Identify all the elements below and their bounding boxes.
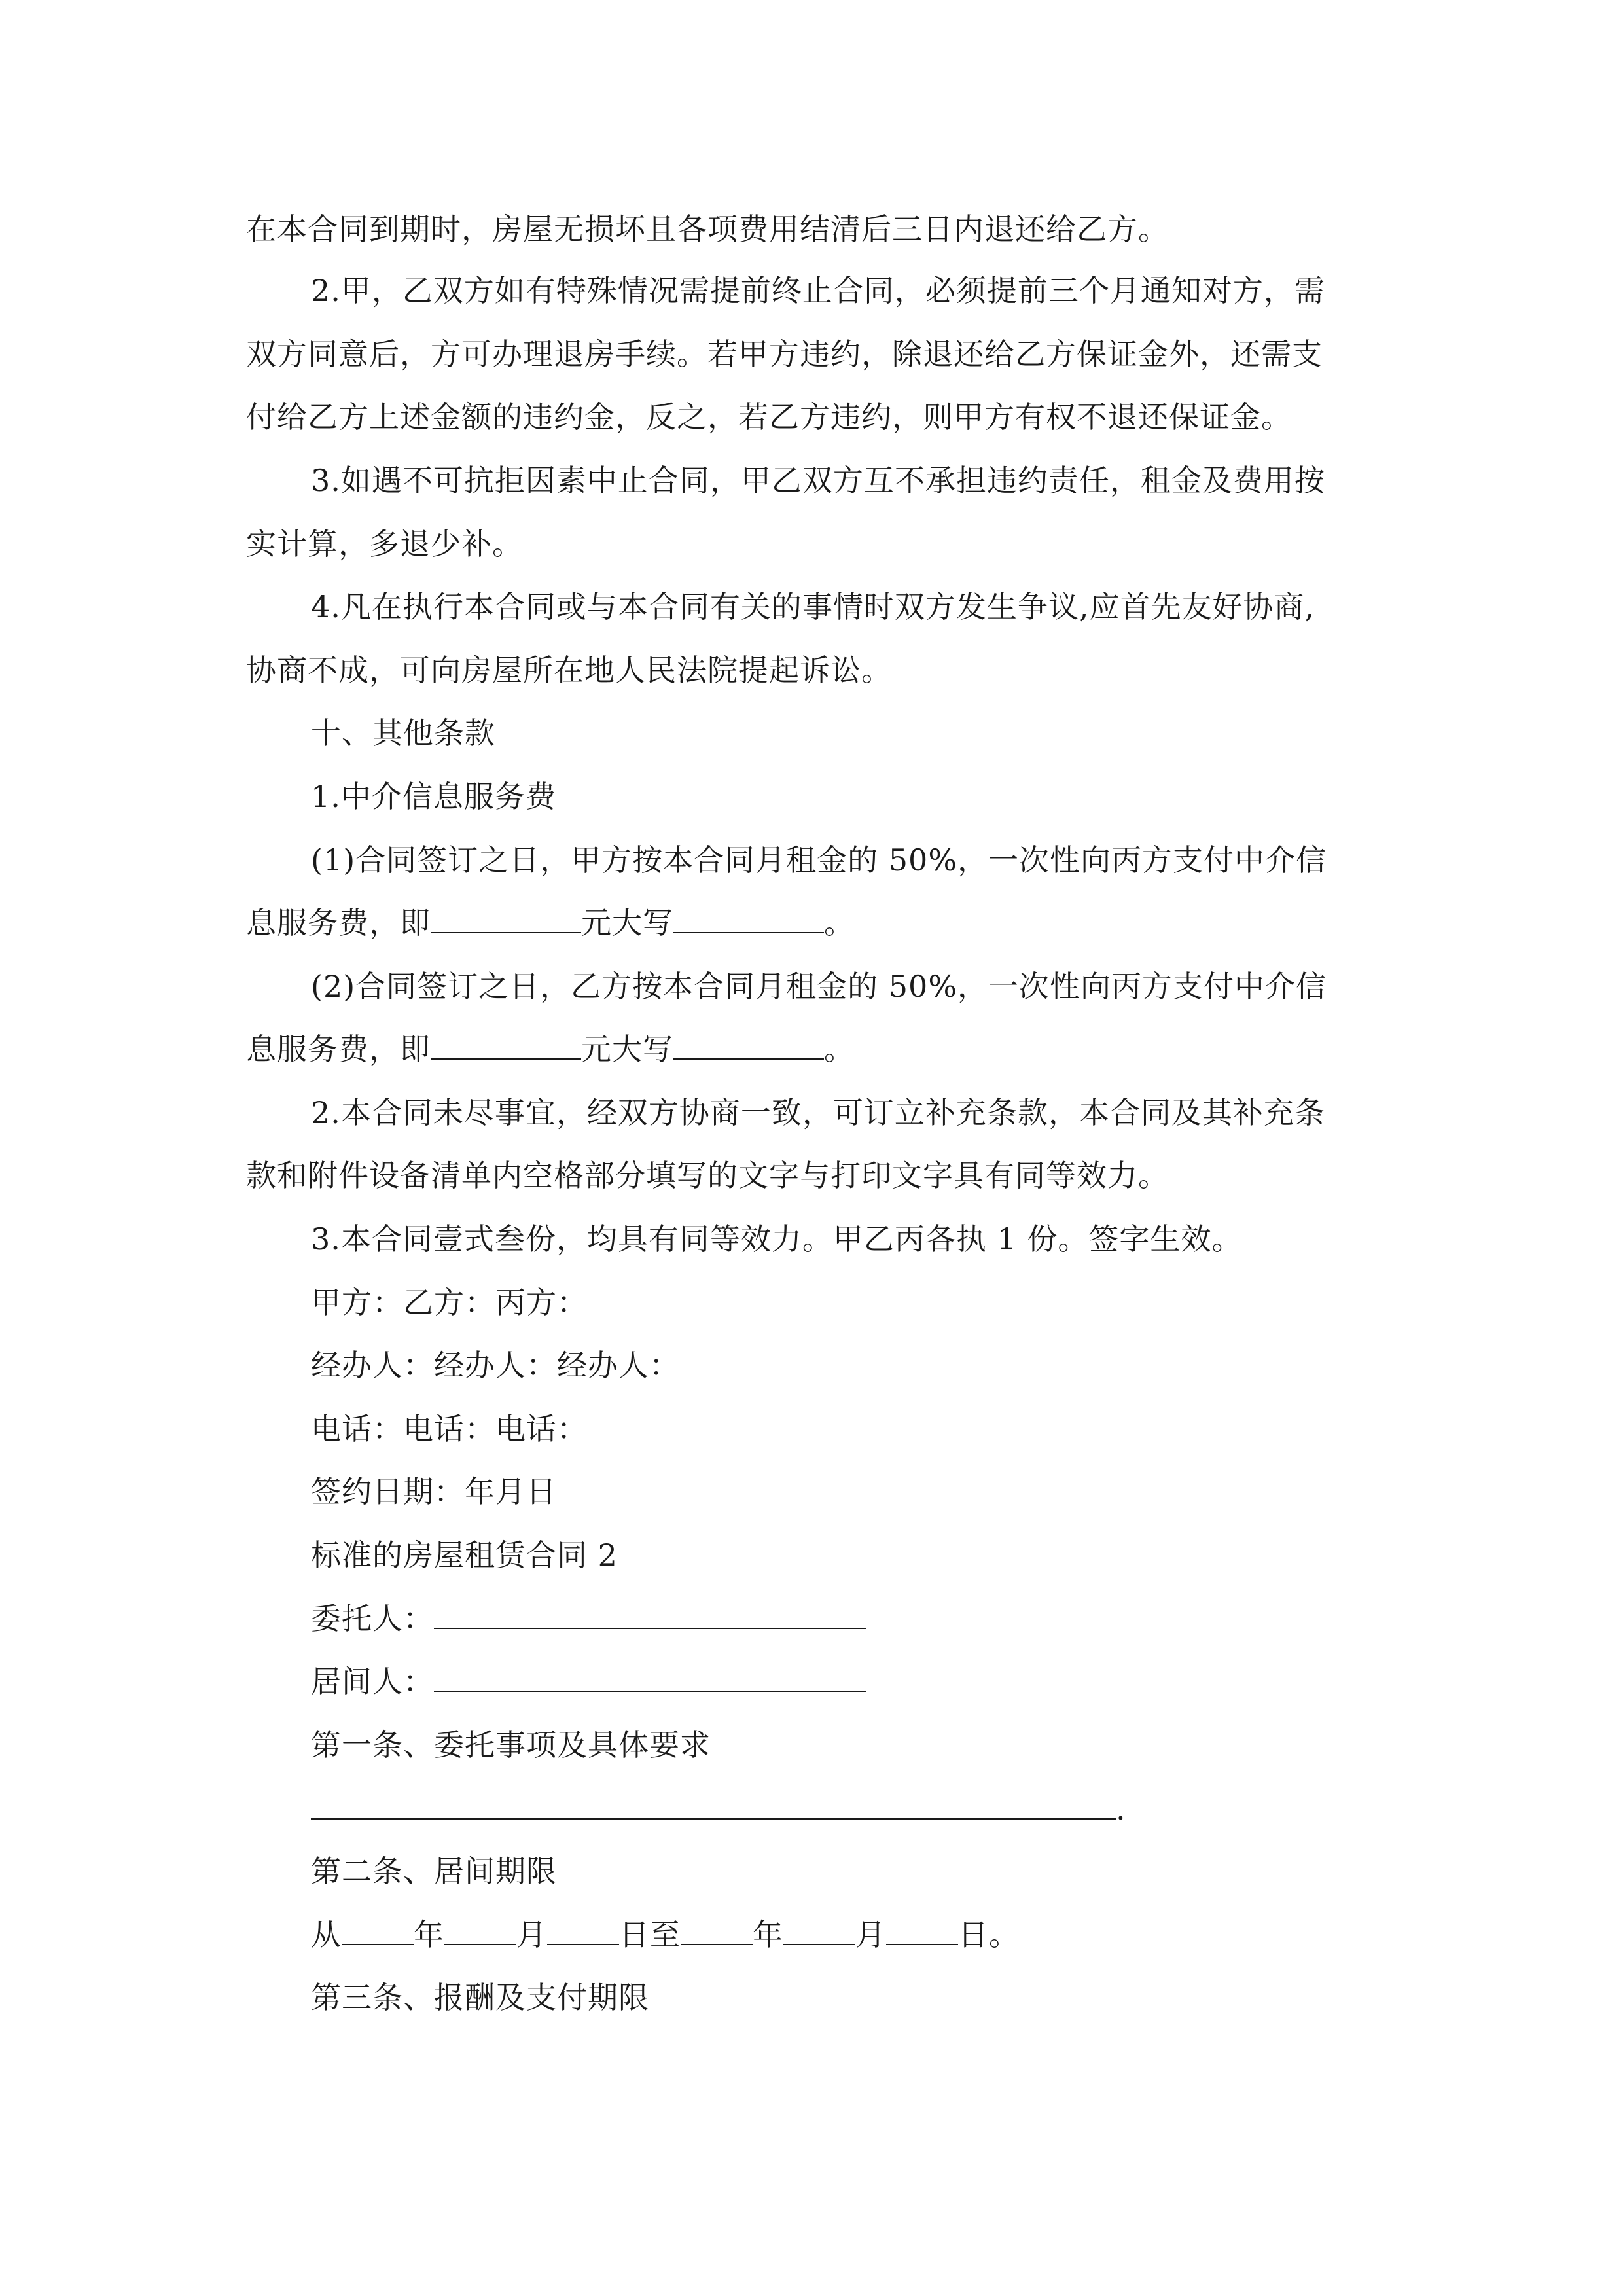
amount-in-words-blank[interactable] xyxy=(673,1030,824,1060)
contract-2-title: 标准的房屋租赁合同 2 xyxy=(311,1537,618,1573)
agency-fee-party-a-line1: (1)合同签订之日，甲方按本合同月租金的 50%，一次性向丙方支付中介信 xyxy=(311,842,1327,878)
clause-dispute-line1: 4.凡在执行本合同或与本合同有关的事情时双方发生争议,应首先友好协商, xyxy=(311,589,1315,624)
day-to-label: 日至 xyxy=(619,1917,681,1952)
start-month-blank[interactable] xyxy=(444,1915,516,1945)
fee-text-mid: 元大写 xyxy=(581,905,673,941)
article-2-heading: 第二条、居间期限 xyxy=(311,1854,557,1889)
client-label: 委托人： xyxy=(311,1601,434,1636)
day-end-label: 日。 xyxy=(958,1917,1020,1952)
end-year-blank[interactable] xyxy=(681,1915,753,1945)
fee-text-mid: 元大写 xyxy=(581,1031,673,1067)
broker-line xyxy=(311,1662,866,1701)
clause-force-majeure-line2: 实计算，多退少补。 xyxy=(246,526,523,562)
period-line xyxy=(311,1915,1020,1954)
clause-force-majeure-line1: 3.如遇不可抗拒因素中止合同，甲乙双方互不承担违约责任，租金及费用按 xyxy=(311,463,1325,498)
agency-fee-heading: 1.中介信息服务费 xyxy=(311,779,556,814)
signature-parties: 甲方：乙方：丙方： xyxy=(311,1285,588,1320)
amount-blank[interactable] xyxy=(431,1030,581,1060)
month-label: 月 xyxy=(516,1917,547,1952)
start-year-blank[interactable] xyxy=(342,1915,414,1945)
section-other-terms-heading: 十、其他条款 xyxy=(311,715,495,751)
requirements-blank[interactable] xyxy=(311,1789,1116,1820)
signature-phones: 电话：电话：电话： xyxy=(311,1411,588,1446)
article-3-heading: 第三条、报酬及支付期限 xyxy=(311,1980,649,2015)
client-line xyxy=(311,1599,866,1638)
supplementary-terms-line2: 款和附件设备清单内空格部分填写的文字与打印文字具有同等效力。 xyxy=(246,1158,1169,1193)
clause-early-termination-line3: 付给乙方上述金额的违约金，反之，若乙方违约，则甲方有权不退还保证金。 xyxy=(246,399,1292,435)
start-day-blank[interactable] xyxy=(547,1915,619,1945)
paragraph-deposit-return: 在本合同到期时，房屋无损坏且各项费用结清后三日内退还给乙方。 xyxy=(246,211,1169,247)
clause-dispute-line2: 协商不成，可向房屋所在地人民法院提起诉讼。 xyxy=(246,653,892,688)
end-day-blank[interactable] xyxy=(886,1915,958,1945)
article-1-requirements-line xyxy=(311,1789,1126,1829)
agency-fee-party-b-line1: (2)合同签订之日，乙方按本合同月租金的 50%，一次性向丙方支付中介信 xyxy=(311,969,1327,1004)
client-blank[interactable] xyxy=(434,1599,866,1629)
agency-fee-party-b-line2 xyxy=(246,1030,855,1069)
agency-fee-party-a-line2 xyxy=(246,903,855,942)
period-from: 从 xyxy=(311,1917,342,1952)
year-label: 年 xyxy=(414,1917,444,1952)
fee-text-prefix: 息服务费，即 xyxy=(246,1031,431,1067)
supplementary-terms-line1: 2.本合同未尽事宜，经双方协商一致，可订立补充条款，本合同及其补充条 xyxy=(311,1095,1325,1130)
signing-date: 签约日期：年月日 xyxy=(311,1474,557,1509)
line-end-period: . xyxy=(1116,1791,1126,1827)
broker-blank[interactable] xyxy=(434,1662,866,1692)
clause-early-termination-line2: 双方同意后，方可办理退房手续。若甲方违约，除退还给乙方保证金外，还需支 xyxy=(246,336,1323,372)
fee-text-end: 。 xyxy=(824,1031,855,1067)
amount-in-words-blank[interactable] xyxy=(673,903,824,933)
month-label: 月 xyxy=(855,1917,886,1952)
amount-blank[interactable] xyxy=(431,903,581,933)
broker-label: 居间人： xyxy=(311,1664,434,1699)
end-month-blank[interactable] xyxy=(783,1915,855,1945)
fee-text-prefix: 息服务费，即 xyxy=(246,905,431,941)
clause-early-termination-line1: 2.甲，乙双方如有特殊情况需提前终止合同，必须提前三个月通知对方，需 xyxy=(311,273,1325,308)
year-label: 年 xyxy=(753,1917,783,1952)
signature-agents: 经办人：经办人：经办人： xyxy=(311,1348,680,1383)
fee-text-end: 。 xyxy=(824,905,855,941)
copies-clause: 3.本合同壹式叁份，均具有同等效力。甲乙丙各执 1 份。签字生效。 xyxy=(311,1221,1243,1257)
article-1-heading: 第一条、委托事项及具体要求 xyxy=(311,1727,711,1763)
